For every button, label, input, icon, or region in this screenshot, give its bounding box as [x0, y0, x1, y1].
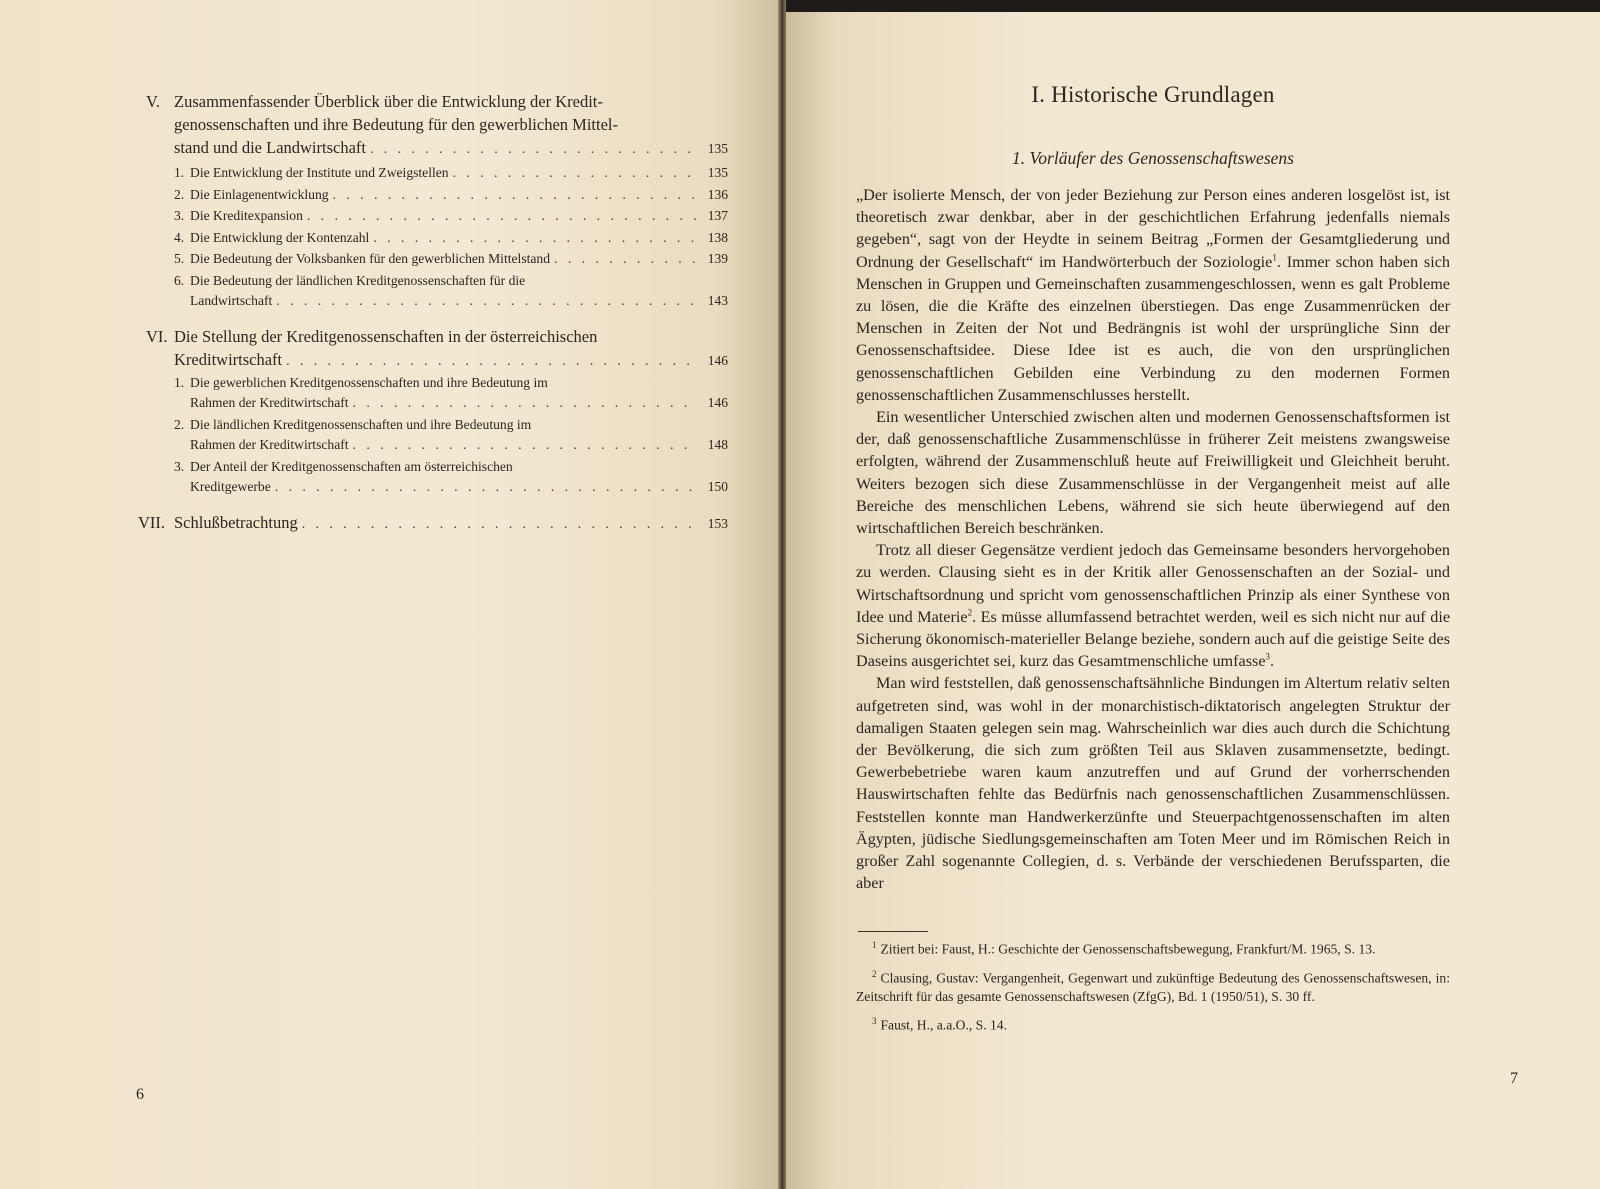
leader-dots [353, 436, 696, 457]
toc-entry-v [146, 90, 728, 161]
footnote-reference: 2 [967, 607, 973, 618]
toc-entry-title-line: Kreditwirtschaft [174, 349, 283, 369]
toc-subentry [174, 373, 728, 415]
toc-page-number: 136 [707, 186, 728, 202]
toc-page-number: 135 [707, 165, 728, 180]
toc-subentry [174, 415, 728, 457]
body-paragraph: Ein wesentlicher Unterschied zwischen alten und modernen Genossenschaftsformen ist der, daß genossenschaftliche Zusammenschlüsse in früherer Zeit meistens zwangsweise erfolgten, während der Zusammenschluß heute auf Freiwilligkeit und Gleichheit beruht. Weiters bezogen sich diese Zusammenschlüsse in der Vergangenheit meist auf alle Bereiche des menschlichen Lebens, während sie sich heute überwiegend auf den wirtschaftlichen Bereich beschränken. [856, 408, 1450, 538]
body-text [856, 184, 1450, 895]
footnote-mark: 2 [872, 968, 877, 979]
leader-dots [302, 513, 696, 536]
body-paragraph: Man wird feststellen, daß genossenschaftsähnliche Bindungen im Altertum relativ selten aufgetreten sind, was wohl in der monarchistisch-diktatorisch angelegten Struktur der damaligen Staaten gelegen sein mag. Wahrscheinlich war dies auch durch die Schichtung der Bevölkerung, die sich zum größten Teil aus Sklaven zusammensetzte, bedingt. Gewerbebetriebe waren kaum anzutreffen und auf Grund der vorherrschenden Hauswirtschaften fehlte das Bedürfnis nach genossenschaftlichen Zusammenschlüssen. Feststellen konnte man Handwerkerzünfte und Steuerpachtgenossenschaften im alten Ägypten, jüdische Siedlungsgemeinschaften am Toten Meer und im Römischen Reich in großer Zahl sogenannte Collegien, d. s. Verbände der verschiedenen Berufssparten, die aber [856, 674, 1450, 893]
toc-entry-title-line: Schlußbetrachtung [174, 512, 298, 532]
toc-subentry-title: Rahmen der Kreditwirtschaft [190, 395, 349, 410]
toc-entry-vii [138, 511, 728, 536]
footnote-text: Faust, H., a.a.O., S. 14. [880, 1017, 1007, 1033]
toc-entry-title-line: Zusammenfassender Überblick über die Entwicklung der Kredit- [174, 92, 603, 111]
toc-page-number: 153 [707, 515, 728, 531]
leader-dots [554, 250, 696, 271]
toc-subentry-title: Die Bedeutung der Volksbanken für den gewerblichen Mittelstand [190, 251, 551, 266]
footnote-text: Clausing, Gustav: Vergangenheit, Gegenwart und zukünftige Bedeutung des Genossenschaftswesen, in: Zeitschrift für das gesamte Genossenschaftswesen (ZfgG), Bd. 1 (1950/51), S. 30 ff. [856, 970, 1450, 1005]
leader-dots [286, 350, 696, 373]
toc-subentry-title: Der Anteil der Kreditgenossenschaften am österreichischen [190, 458, 513, 474]
footnote-reference: 1 [1272, 252, 1277, 263]
toc-page-number: 137 [707, 208, 728, 223]
page-edge-shadow [786, 0, 1600, 12]
toc-subentry-title: Die Bedeutung der ländlichen Kreditgenossenschaften für die [190, 272, 526, 288]
leader-dots [275, 478, 696, 499]
toc-subentry-number: 5. [174, 251, 185, 266]
leader-dots [453, 164, 696, 185]
leader-dots [333, 186, 696, 207]
body-paragraph: „Der isolierte Mensch, der von jeder Beziehung zur Person eines anderen losgelöst ist, ist theoretisch zwar denkbar, aber in der geschichtlichen Erfahrung jedenfalls niemals gegeben“, sagt von der Heydte in seinem Beitrag „Formen der Gesamtgliederung und Ordnung der Gesellschaft“ im Handwörterbuch der Soziologie$^1$. Immer schon haben sich Menschen in Gruppen und Gemeinschaften zusammengeschlossen, wenn es galt Probleme zu lösen, die die Kräfte des einzelnen überstiegen. Das enge Zusammenrücken der Menschen in Zeiten der Not und Bedrängnis ist wohl der ursprüngliche Sinn der Genossenschaftsidee. Diese Idee ist es auch, die von den ursprünglichen genossenschaftlichen Gebilden eine Verbindung zu den modernen Formen genossenschaftlichen Zusammenschlusses herstellt. [856, 186, 1450, 404]
toc-subentry-title: Die Einlagenentwicklung [190, 186, 329, 202]
chapter-title: I. Historische Grundlagen [1031, 82, 1275, 107]
footnote [856, 1012, 1450, 1035]
toc-page-number: 146 [707, 395, 728, 410]
leader-dots [373, 229, 696, 250]
toc-subentry [174, 228, 728, 250]
toc-entry-number: VII. [138, 512, 166, 532]
toc-entry-number: VI. [146, 326, 168, 346]
toc-subentry-title: Die ländlichen Kreditgenossenschaften und ihre Bedeutung im [190, 416, 532, 432]
leader-dots [370, 138, 696, 161]
toc-subentry-number: 3. [174, 208, 185, 223]
toc-page-number: 150 [707, 479, 728, 494]
toc-subentry [174, 271, 728, 313]
page-number: 7 [1510, 1070, 1518, 1087]
footnote-text: Zitiert bei: Faust, H.: Geschichte der Genossenschaftsbewegung, Frankfurt/M. 1965, S. 13. [880, 941, 1376, 957]
footnote-reference: 3 [1265, 651, 1271, 662]
toc-subentry [174, 163, 728, 185]
toc-entry-vi [146, 325, 728, 373]
toc-subentry [174, 185, 728, 207]
footnotes [856, 936, 1450, 1041]
toc-page-number: 135 [707, 141, 728, 156]
toc-page-number: 138 [707, 229, 728, 245]
toc-page-number: 148 [707, 437, 728, 452]
toc-subentry-title: Die Kreditexpansion [190, 208, 303, 223]
toc-subentry [174, 457, 728, 499]
footnote-mark: 1 [872, 940, 877, 950]
body-paragraph: Trotz all dieser Gegensätze verdient jedoch das Gemeinsame besonders hervorgehoben zu werden. Clausing sieht es in der Kritik aller Genossenschaften an der Sozial- und Wirtschaftsordnung und spricht vom genossenschaftlichen Prinzip als einer Synthese von Idee und Materie$^2$. Es müsse allumfassend betrachtet werden, weil es sich nicht nur auf die Sicherung ökonomisch-materieller Belange beziehe, sondern auch auf die geistige Seite des Daseins ausgerichtet sei, kurz das Gesamtmenschliche umfasse$^3$. [856, 541, 1450, 671]
toc-subentry-number: 1. [174, 374, 185, 390]
toc-subentry-title: Landwirtschaft [190, 293, 273, 308]
toc-entry-title-line: Die Stellung der Kreditgenossenschaften in der österreichischen [174, 326, 598, 346]
toc-page-number: 146 [707, 352, 728, 368]
leader-dots [353, 394, 696, 415]
toc-subentry-number: 3. [174, 458, 185, 474]
footnote [856, 965, 1450, 1007]
section-title: 1. Vorläufer des Genossenschaftswesens [1012, 148, 1294, 168]
footnote [856, 936, 1450, 959]
toc-entry-title-line: stand und die Landwirtschaft [174, 138, 366, 157]
right-page [786, 12, 1600, 1189]
toc-subentry [174, 249, 728, 271]
left-page [0, 0, 778, 1189]
toc-subentry-title: Kreditgewerbe [190, 479, 271, 494]
toc-subentry-number: 2. [174, 416, 185, 432]
toc-page-number: 139 [707, 251, 728, 266]
footnote-mark: 3 [872, 1016, 877, 1027]
page-number: 6 [136, 1086, 144, 1103]
leader-dots [276, 292, 696, 313]
toc-subentry-number: 2. [174, 186, 185, 202]
toc-subentry [174, 206, 728, 228]
toc-subentry-number: 6. [174, 272, 185, 288]
toc-subentry-title: Die gewerblichen Kreditgenossenschaften und ihre Bedeutung im [190, 374, 548, 390]
toc-entry-title-line: genossenschaften und ihre Bedeutung für den gewerblichen Mittel- [174, 115, 618, 134]
toc-entry-number: V. [146, 92, 160, 111]
leader-dots [307, 207, 696, 228]
table-of-contents [138, 90, 728, 536]
toc-subentry-title: Rahmen der Kreditwirtschaft [190, 437, 349, 452]
toc-subentry-title: Die Entwicklung der Kontenzahl [190, 229, 370, 245]
toc-subentry-number: 1. [174, 165, 185, 180]
book-gutter [778, 0, 786, 1189]
toc-subentry-number: 4. [174, 229, 185, 245]
toc-subentry-title: Die Entwicklung der Institute und Zweigstellen [190, 165, 449, 180]
toc-page-number: 143 [707, 293, 728, 308]
footnote-rule [858, 931, 928, 932]
